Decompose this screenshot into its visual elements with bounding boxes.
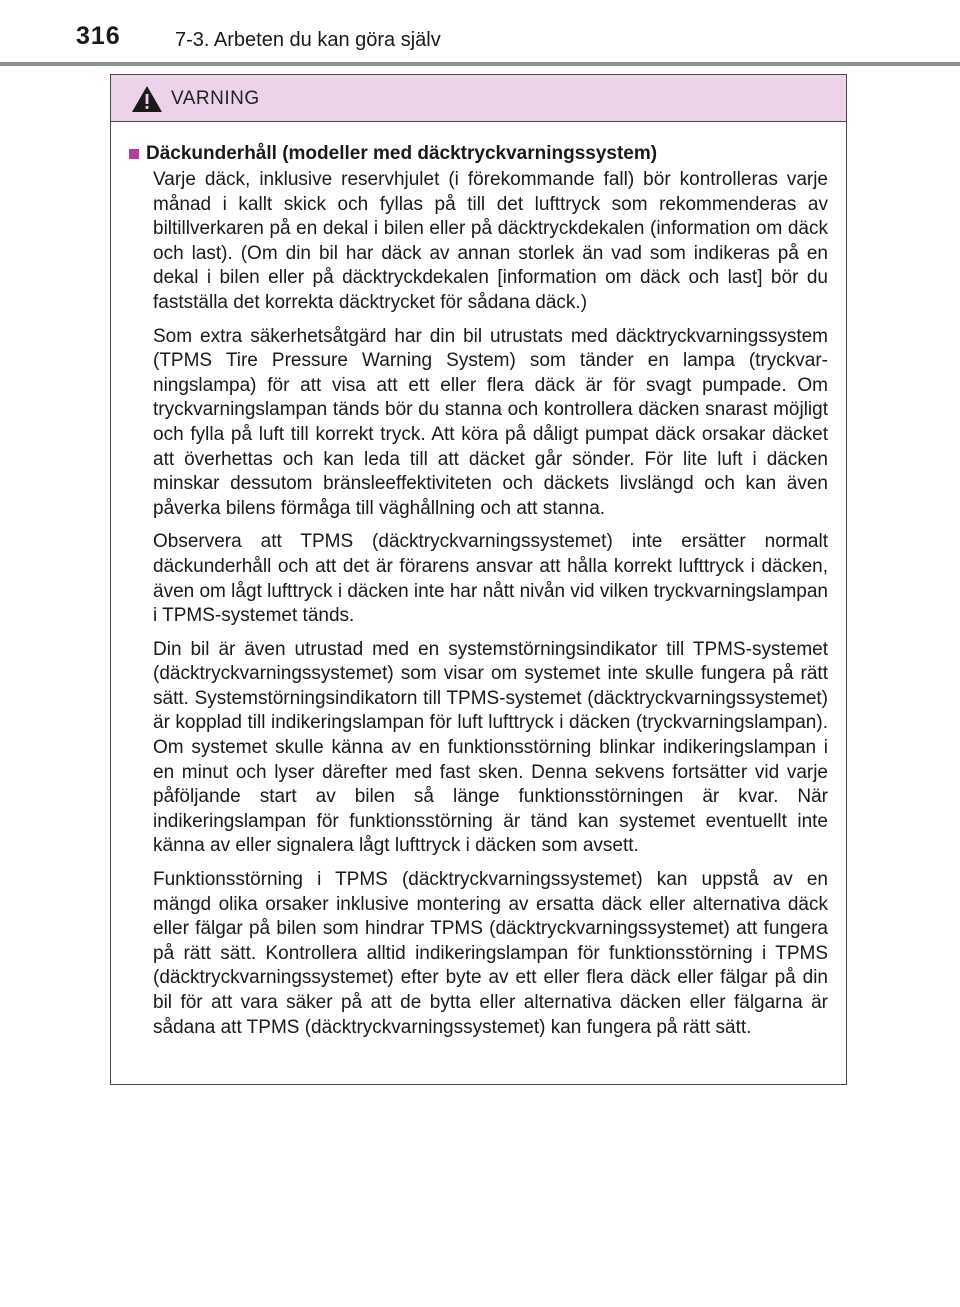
section-title: 7-3. Arbeten du kan göra själv — [175, 29, 441, 51]
square-bullet-icon — [129, 149, 139, 159]
page-header — [0, 0, 960, 66]
header-rule — [0, 62, 960, 66]
topic-heading-text: Däckunderhåll (modeller med däcktryckvarningssystem) — [146, 143, 658, 164]
warning-header — [111, 75, 846, 122]
page-number: 316 — [76, 22, 121, 50]
topic-heading — [129, 141, 828, 166]
warning-label: VARNING — [171, 88, 260, 109]
paragraph: Som extra säkerhetsåtgärd har din bil utrustats med däcktryckvarningssystem (TPMS Tire Pressure Warning System) som tänder en lampa (tryckvarningslampa) för att visa att ett eller flera däck är för svagt pumpade. Om tryckvarningslampan tänds bör du stanna och kontrollera däcken snarast möjligt och fylla på luft till korrekt tryck. Att köra på dåligt pumpat däck orsakar däcket att överhettas och kan leda till att däcket går sönder. För lite luft i däcken minskar dessutom bränsleeffektiviteten och däckets livslängd och kan även påverka bilens förmåga till väghållning och att stanna. — [153, 325, 828, 519]
paragraph: Funktionsstörning i TPMS (däcktryckvarningssystemet) kan uppstå av en mängd olika orsaker inklusive montering av ersatta däck eller alternativa däck eller fälgar på bilen som hindrar TPMS (däcktryckvarningssystemet) att fungera på rätt sätt. Kontrollera alltid indikeringslampan för funktionsstörning i TPMS (däcktryckvarningssystemet) efter byte av ett eller flera däck eller fälgar på din bil för att vara säker på att de bytta eller alternativa däcken eller fälgarna är sådana att TPMS (däcktryckvarningssystemet) kan fungera på rätt sätt. — [153, 869, 828, 1038]
warning-triangle-icon — [131, 85, 163, 113]
paragraph: Din bil är även utrustad med en systemstörningsindikator till TPMS-systemet (däcktryckvarningssystemet) som visar om systemet inte skulle fungera på rätt sätt. Systemstörningsindikatorn till TPMS-systemet (däcktryckvarningssystemet) är kopplad till indikeringslampan för luft lufttryck i däcken (tryckvarningslampan). Om systemet skulle känna av en funktionsstörning blinkar indikeringslampan i en minut och lyser därefter med fast sken. Denna sekvens fortsätter vid varje påföljande start av bilen så länge funktionsstörningen är kvar. När indikeringslampan för funktionsstörning är tänd kan systemet eventuellt inte känna av eller signalera lågt lufttryck i däcken som avsett. — [153, 638, 828, 857]
paragraph: Varje däck, inklusive reservhjulet (i förekommande fall) bör kontrolleras varje månad i kallt skick och fyllas på till det lufttryck som rekommenderas av biltillverkaren på en dekal i bilen eller på däcktryckdekalen (information om däck och last). (Om din bil har däck av annan storlek än vad som indikeras på en dekal i bilen eller på däcktryckdekalen [information om däck och last] bör du fastställa det korrekta däcktrycket för sådana däck.) — [153, 169, 828, 313]
warning-box — [110, 74, 847, 1085]
warning-body — [111, 122, 846, 1040]
paragraph: Observera att TPMS (däcktryckvarningssystemet) inte ersätter normalt däckunderhåll och att det är förarens ansvar att hålla korrekt lufttryck i däcken, även om lågt lufttryck i däcken inte har nått nivån vid vilken tryckvarningslampan i TPMS-systemet tänds. — [153, 531, 828, 627]
